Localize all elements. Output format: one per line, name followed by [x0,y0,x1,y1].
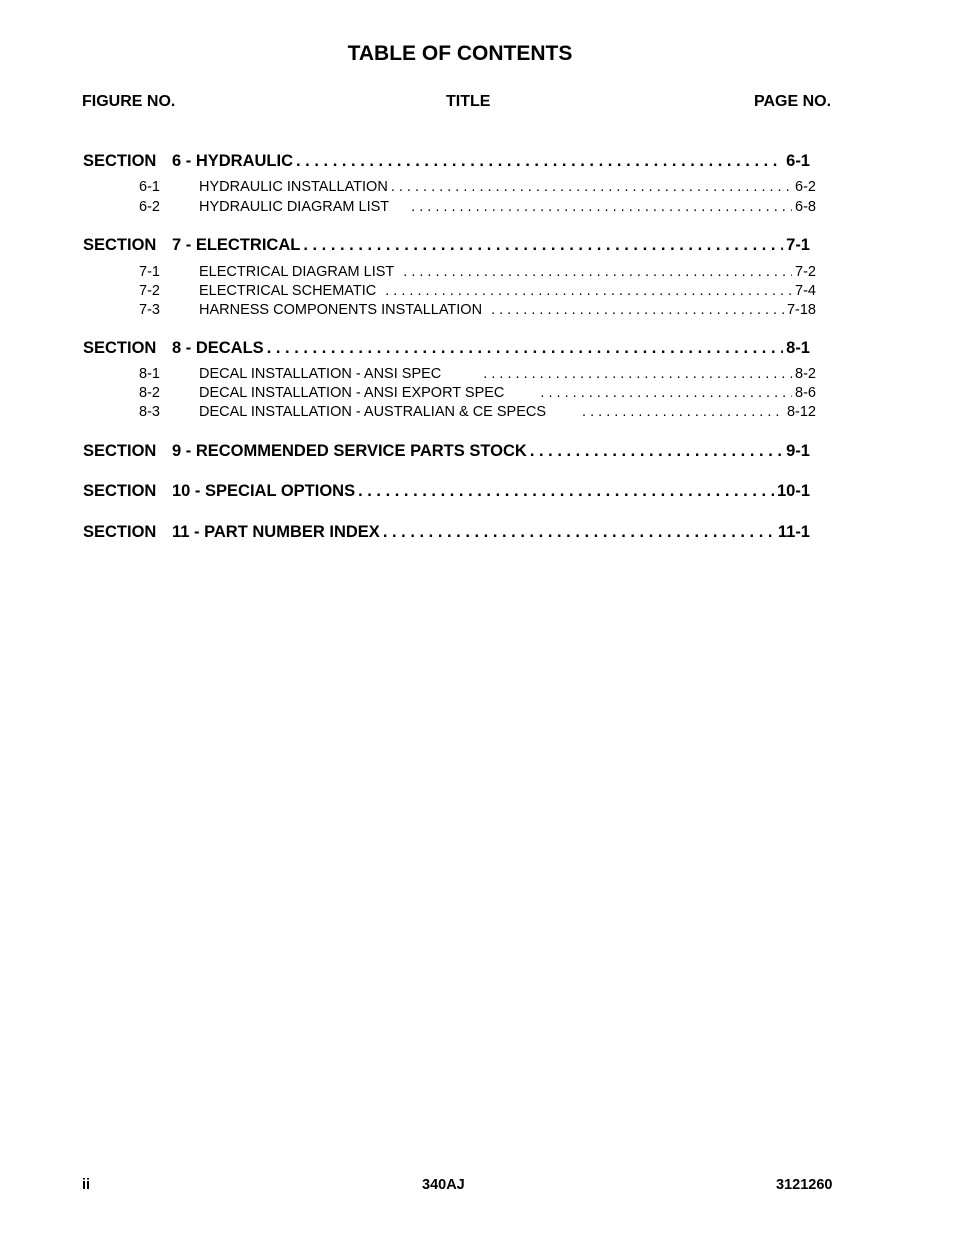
column-header-page: PAGE NO. [754,93,832,110]
figure-number: 7-3 [139,302,160,318]
figure-page: 6-2 [795,179,816,195]
section-label: SECTION [83,523,157,541]
toc-figure-7-3[interactable] [139,302,816,318]
figure-page: 8-6 [795,385,816,401]
section-label: SECTION [83,442,157,460]
figure-number: 7-1 [139,264,160,280]
toc-figure-8-2[interactable] [139,385,816,401]
dot-leader [296,152,783,171]
section-label: SECTION [83,339,157,357]
toc-section-6[interactable] [83,152,810,171]
figure-number: 6-2 [139,199,160,215]
dot-leader [358,482,774,501]
toc-figure-6-2[interactable] [139,199,816,215]
dot-leader [411,199,792,215]
toc-section-9[interactable] [83,442,810,461]
toc-figure-7-2[interactable] [139,283,816,299]
footer-doc-number: 3121260 [776,1177,833,1193]
dot-leader [540,385,792,401]
figure-title: HYDRAULIC INSTALLATION [199,179,388,195]
figure-page: 8-12 [786,404,816,420]
section-title: 7 - ELECTRICAL [172,236,301,254]
dot-leader [267,339,783,358]
dot-leader [383,523,775,542]
toc-figure-7-1[interactable] [139,264,816,280]
toc-figure-8-1[interactable] [139,366,816,382]
figure-number: 6-1 [139,179,160,195]
page-title: TABLE OF CONTENTS [347,42,573,65]
figure-page: 7-4 [795,283,816,299]
toc-section-8[interactable] [83,339,810,358]
figure-page: 7-2 [795,264,816,280]
figure-number: 8-2 [139,385,160,401]
section-page: 11-1 [777,523,810,541]
figure-title: ELECTRICAL SCHEMATIC [199,283,377,299]
section-title: 6 - HYDRAULIC [172,152,294,170]
toc-section-7[interactable] [83,236,810,255]
dot-leader [582,404,784,420]
figure-number: 8-1 [139,366,160,382]
section-title: 11 - PART NUMBER INDEX [172,523,380,541]
dot-leader [491,302,784,318]
section-page: 9-1 [786,442,810,460]
figure-number: 7-2 [139,283,160,299]
figure-title: HYDRAULIC DIAGRAM LIST [199,199,390,215]
dot-leader [530,442,783,461]
section-label: SECTION [83,152,157,170]
toc-section-11[interactable] [83,523,810,542]
footer-model: 340AJ [422,1177,465,1193]
dot-leader [391,179,792,195]
column-header-title: TITLE [446,93,491,110]
figure-title: DECAL INSTALLATION - AUSTRALIAN & CE SPECS [199,404,547,420]
figure-title: DECAL INSTALLATION - ANSI EXPORT SPEC [199,385,505,401]
section-label: SECTION [83,236,157,254]
column-header-figure: FIGURE NO. [82,93,176,110]
section-title: 9 - RECOMMENDED SERVICE PARTS STOCK [172,442,527,460]
toc-figure-6-1[interactable] [139,179,816,195]
dot-leader [483,366,792,382]
figure-title: HARNESS COMPONENTS INSTALLATION [199,302,483,318]
figure-title: ELECTRICAL DIAGRAM LIST [199,264,395,280]
figure-title: DECAL INSTALLATION - ANSI SPEC [199,366,442,382]
section-label: SECTION [83,482,157,500]
toc-figure-8-3[interactable] [139,404,816,420]
section-title: 8 - DECALS [172,339,264,357]
toc-section-10[interactable] [83,482,810,501]
figure-page: 7-18 [786,302,816,318]
figure-number: 8-3 [139,404,160,420]
footer-page-number: ii [82,1177,91,1193]
section-title: 10 - SPECIAL OPTIONS [172,482,356,500]
section-page: 6-1 [786,152,810,170]
figure-page: 6-8 [795,199,816,215]
section-page: 8-1 [786,339,810,357]
section-page: 7-1 [786,236,810,254]
dot-leader [403,264,792,280]
dot-leader [385,283,792,299]
dot-leader [303,236,783,255]
section-page: 10-1 [776,482,810,500]
figure-page: 8-2 [795,366,816,382]
